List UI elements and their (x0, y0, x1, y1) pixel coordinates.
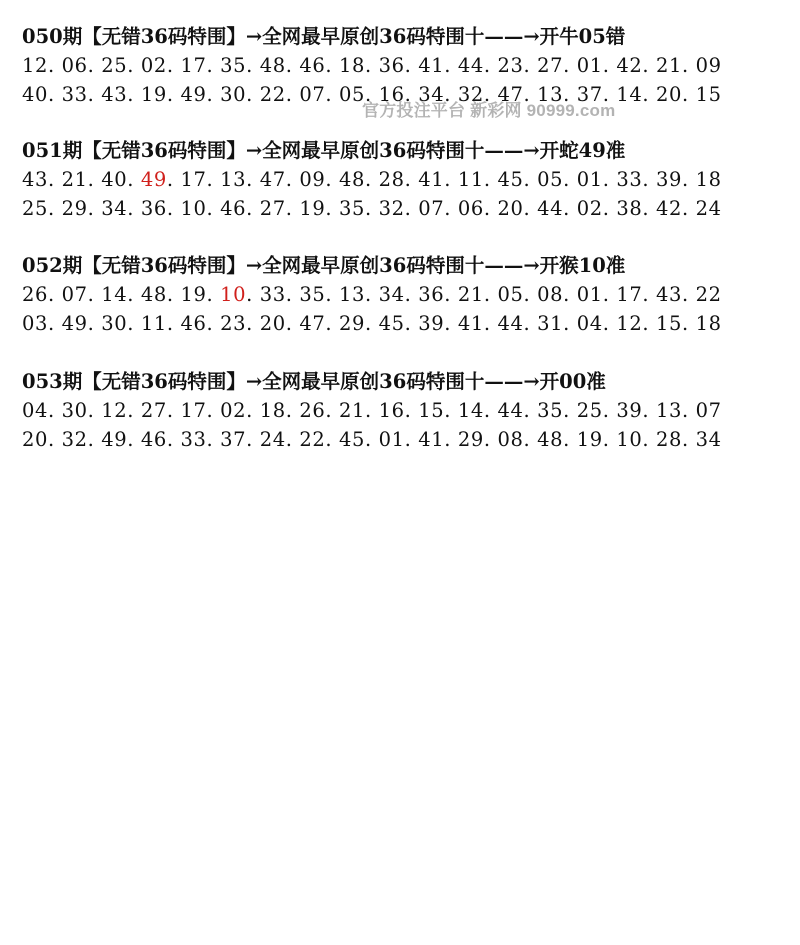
number-cell: 19 (180, 283, 207, 306)
number-separator: . (206, 197, 221, 220)
number-separator: . (48, 399, 62, 422)
number-separator: . (127, 54, 141, 77)
number-row (22, 309, 792, 338)
number-cell: 27 (140, 399, 167, 422)
number-cell: 20 (259, 312, 286, 335)
number-separator: . (87, 168, 102, 191)
issue-block-051 (22, 136, 792, 223)
number-cell: 16 (378, 399, 405, 422)
number-row (22, 280, 792, 309)
number-separator: . (285, 83, 300, 106)
number-cell: 13 (656, 399, 683, 422)
number-separator: . (523, 428, 538, 451)
number-cell: 18 (259, 399, 286, 422)
number-cell: 24 (695, 197, 722, 220)
number-cell: 48 (140, 283, 167, 306)
number-cell: 13 (537, 83, 564, 106)
number-separator: . (523, 197, 538, 220)
number-separator: . (127, 197, 141, 220)
number-cell: 46 (299, 54, 326, 77)
number-separator: . (246, 428, 260, 451)
number-cell: 36 (140, 197, 167, 220)
number-separator: . (602, 312, 617, 335)
number-separator: . (246, 399, 260, 422)
number-separator: . (285, 428, 300, 451)
number-cell: 14 (457, 399, 484, 422)
number-separator: . (325, 168, 339, 191)
number-cell: 01 (378, 428, 405, 451)
number-separator: . (365, 428, 379, 451)
number-separator: . (444, 197, 458, 220)
number-separator: . (444, 83, 458, 106)
number-cell: 01 (576, 54, 603, 77)
number-separator: . (246, 283, 260, 306)
number-cell: 18 (695, 312, 722, 335)
number-cell: 20 (22, 428, 49, 451)
number-cell: 12 (22, 54, 49, 77)
number-cell: 11 (457, 168, 484, 191)
number-cell: 34 (101, 197, 128, 220)
number-cell: 25 (22, 197, 49, 220)
number-cell: 27 (537, 54, 564, 77)
number-separator: . (483, 312, 498, 335)
number-cell: 42 (656, 197, 683, 220)
number-cell: 40 (22, 83, 49, 106)
number-cell: 10 (180, 197, 207, 220)
number-cell: 21 (339, 399, 366, 422)
number-separator: . (404, 312, 419, 335)
number-cell: 02 (140, 54, 167, 77)
number-row (22, 425, 792, 454)
number-cell: 12 (101, 399, 128, 422)
number-separator: . (602, 283, 617, 306)
number-cell: 40 (101, 168, 128, 191)
number-separator: . (325, 428, 339, 451)
number-cell: 44 (537, 197, 564, 220)
number-cell: 33 (616, 168, 643, 191)
number-separator: . (285, 54, 300, 77)
number-separator: . (523, 54, 538, 77)
number-cell: 18 (695, 168, 722, 191)
number-cell: 28 (656, 428, 683, 451)
number-separator: . (206, 283, 221, 306)
issue-header: 053期【无错36码特围】→全网最早原创36码特围十——→开00准 (22, 370, 606, 393)
number-cell: 38 (616, 197, 643, 220)
number-cell: 24 (259, 428, 286, 451)
issue-block-053 (22, 367, 792, 454)
number-separator: . (285, 312, 300, 335)
number-cell: 26 (299, 399, 326, 422)
number-cell: 49 (140, 168, 167, 191)
number-separator: . (206, 83, 221, 106)
number-cell: 35 (339, 197, 366, 220)
number-separator: . (87, 197, 102, 220)
number-cell: 05 (339, 83, 366, 106)
number-cell: 33 (259, 283, 286, 306)
number-cell: 25 (576, 399, 603, 422)
number-separator: . (404, 399, 419, 422)
number-separator: . (166, 168, 181, 191)
issue-header: 052期【无错36码特围】→全网最早原创36码特围十——→开猴10准 (22, 254, 626, 277)
number-cell: 19 (299, 197, 326, 220)
number-cell: 07 (695, 399, 722, 422)
number-separator: . (642, 83, 656, 106)
number-separator: . (325, 83, 339, 106)
number-cell: 21 (457, 283, 484, 306)
number-separator: . (166, 54, 181, 77)
number-separator: . (642, 428, 656, 451)
number-row (22, 396, 792, 425)
number-cell: 35 (299, 283, 326, 306)
number-separator: . (444, 312, 458, 335)
number-cell: 08 (497, 428, 524, 451)
number-cell: 16 (378, 83, 405, 106)
number-separator: . (127, 168, 141, 191)
number-cell: 33 (61, 83, 88, 106)
number-separator: . (87, 312, 102, 335)
number-cell: 44 (497, 312, 524, 335)
number-cell: 17 (616, 283, 643, 306)
number-cell: 45 (497, 168, 524, 191)
number-separator: . (523, 283, 538, 306)
number-cell: 48 (259, 54, 286, 77)
number-separator: . (483, 54, 498, 77)
number-cell: 32 (378, 197, 405, 220)
number-cell: 39 (418, 312, 445, 335)
number-row (22, 165, 792, 194)
number-cell: 49 (101, 428, 128, 451)
number-separator: . (285, 283, 300, 306)
number-separator: . (483, 168, 498, 191)
watermark-text: 官方投注平台 新彩网 90999.com (362, 101, 616, 120)
number-cell: 22 (299, 428, 326, 451)
number-cell: 04 (576, 312, 603, 335)
number-separator: . (523, 312, 538, 335)
number-separator: . (642, 399, 656, 422)
number-separator: . (166, 197, 181, 220)
number-cell: 17 (180, 168, 207, 191)
issue-header: 050期【无错36码特围】→全网最早原创36码特围十——→开牛05错 (22, 25, 626, 48)
number-cell: 06 (61, 54, 88, 77)
number-cell: 07 (418, 197, 445, 220)
number-cell: 23 (220, 312, 247, 335)
number-cell: 21 (61, 168, 88, 191)
number-cell: 21 (656, 54, 683, 77)
number-separator: . (404, 197, 419, 220)
number-cell: 49 (180, 83, 207, 106)
number-separator: . (325, 399, 339, 422)
number-cell: 14 (616, 83, 643, 106)
number-separator: . (483, 197, 498, 220)
number-separator: . (365, 283, 379, 306)
number-separator: . (523, 83, 538, 106)
number-separator: . (246, 197, 260, 220)
number-cell: 09 (695, 54, 722, 77)
number-separator: . (682, 283, 696, 306)
number-cell: 17 (180, 54, 207, 77)
number-cell: 32 (457, 83, 484, 106)
number-separator: . (602, 54, 617, 77)
number-cell: 46 (220, 197, 247, 220)
number-cell: 14 (101, 283, 128, 306)
number-cell: 31 (537, 312, 564, 335)
number-cell: 22 (259, 83, 286, 106)
number-separator: . (127, 283, 141, 306)
number-separator: . (682, 399, 696, 422)
number-cell: 02 (576, 197, 603, 220)
number-cell: 30 (101, 312, 128, 335)
number-separator: . (602, 399, 617, 422)
number-separator: . (523, 168, 538, 191)
number-cell: 48 (537, 428, 564, 451)
number-cell: 29 (61, 197, 88, 220)
number-separator: . (365, 83, 379, 106)
number-cell: 13 (220, 168, 247, 191)
number-cell: 05 (537, 168, 564, 191)
number-separator: . (483, 399, 498, 422)
number-separator: . (563, 54, 577, 77)
number-cell: 27 (259, 197, 286, 220)
number-separator: . (483, 283, 498, 306)
number-cell: 08 (537, 283, 564, 306)
number-cell: 01 (576, 168, 603, 191)
number-cell: 37 (220, 428, 247, 451)
number-row (22, 51, 792, 80)
number-cell: 43 (22, 168, 49, 191)
number-separator: . (246, 168, 260, 191)
number-separator: . (365, 168, 379, 191)
number-cell: 03 (22, 312, 49, 335)
number-separator: . (444, 168, 458, 191)
number-separator: . (206, 54, 221, 77)
number-separator: . (87, 54, 102, 77)
number-separator: . (682, 197, 696, 220)
number-separator: . (365, 312, 379, 335)
number-cell: 30 (61, 399, 88, 422)
number-separator: . (642, 312, 656, 335)
number-separator: . (444, 399, 458, 422)
number-cell: 29 (339, 312, 366, 335)
number-cell: 46 (140, 428, 167, 451)
number-cell: 41 (418, 54, 445, 77)
number-separator: . (206, 428, 221, 451)
number-separator: . (127, 428, 141, 451)
number-cell: 04 (22, 399, 49, 422)
number-cell: 19 (140, 83, 167, 106)
number-separator: . (87, 399, 102, 422)
number-cell: 12 (616, 312, 643, 335)
number-separator: . (642, 54, 656, 77)
number-separator: . (206, 168, 221, 191)
number-separator: . (285, 168, 300, 191)
number-cell: 13 (339, 283, 366, 306)
number-cell: 47 (259, 168, 286, 191)
number-cell: 34 (418, 83, 445, 106)
number-cell: 20 (497, 197, 524, 220)
number-cell: 25 (101, 54, 128, 77)
number-separator: . (246, 312, 260, 335)
issue-block-052 (22, 251, 792, 338)
number-cell: 49 (61, 312, 88, 335)
number-separator: . (48, 54, 62, 77)
number-row (22, 194, 792, 223)
number-separator: . (602, 428, 617, 451)
number-separator: . (127, 399, 141, 422)
number-separator: . (563, 312, 577, 335)
number-separator: . (285, 197, 300, 220)
number-cell: 45 (378, 312, 405, 335)
number-cell: 43 (656, 283, 683, 306)
number-separator: . (166, 83, 181, 106)
number-separator: . (48, 428, 62, 451)
number-cell: 26 (22, 283, 49, 306)
number-separator: . (483, 428, 498, 451)
number-separator: . (166, 399, 181, 422)
number-separator: . (523, 399, 538, 422)
number-separator: . (444, 54, 458, 77)
number-cell: 36 (418, 283, 445, 306)
number-cell: 48 (339, 168, 366, 191)
number-separator: . (48, 83, 62, 106)
number-separator: . (365, 197, 379, 220)
number-separator: . (48, 283, 62, 306)
number-cell: 22 (695, 283, 722, 306)
number-separator: . (246, 54, 260, 77)
number-separator: . (404, 168, 419, 191)
number-cell: 28 (378, 168, 405, 191)
number-separator: . (365, 54, 379, 77)
number-cell: 07 (61, 283, 88, 306)
number-separator: . (483, 83, 498, 106)
number-cell: 29 (457, 428, 484, 451)
number-separator: . (48, 312, 62, 335)
number-cell: 30 (220, 83, 247, 106)
number-separator: . (206, 399, 221, 422)
number-cell: 10 (220, 283, 247, 306)
number-separator: . (166, 312, 181, 335)
number-cell: 42 (616, 54, 643, 77)
number-cell: 17 (180, 399, 207, 422)
number-cell: 41 (418, 168, 445, 191)
number-cell: 34 (695, 428, 722, 451)
number-separator: . (325, 312, 339, 335)
number-separator: . (166, 283, 181, 306)
number-cell: 19 (576, 428, 603, 451)
number-separator: . (642, 168, 656, 191)
number-separator: . (325, 54, 339, 77)
number-separator: . (602, 168, 617, 191)
number-cell: 07 (299, 83, 326, 106)
number-cell: 20 (656, 83, 683, 106)
number-separator: . (404, 283, 419, 306)
number-cell: 09 (299, 168, 326, 191)
number-separator: . (404, 54, 419, 77)
number-separator: . (48, 197, 62, 220)
number-cell: 18 (339, 54, 366, 77)
number-cell: 01 (576, 283, 603, 306)
number-separator: . (682, 54, 696, 77)
number-cell: 06 (457, 197, 484, 220)
number-separator: . (563, 168, 577, 191)
number-cell: 34 (378, 283, 405, 306)
number-cell: 32 (61, 428, 88, 451)
number-cell: 39 (616, 399, 643, 422)
number-separator: . (166, 428, 181, 451)
number-separator: . (563, 399, 577, 422)
number-cell: 41 (457, 312, 484, 335)
number-separator: . (682, 312, 696, 335)
number-separator: . (325, 197, 339, 220)
number-cell: 36 (378, 54, 405, 77)
number-cell: 10 (616, 428, 643, 451)
number-separator: . (682, 428, 696, 451)
number-separator: . (87, 428, 102, 451)
number-separator: . (444, 283, 458, 306)
number-separator: . (404, 428, 419, 451)
number-separator: . (682, 168, 696, 191)
number-cell: 35 (220, 54, 247, 77)
number-separator: . (602, 83, 617, 106)
number-cell: 02 (220, 399, 247, 422)
number-cell: 39 (656, 168, 683, 191)
number-separator: . (404, 83, 419, 106)
number-cell: 35 (537, 399, 564, 422)
number-cell: 15 (656, 312, 683, 335)
number-separator: . (602, 197, 617, 220)
number-cell: 41 (418, 428, 445, 451)
number-cell: 23 (497, 54, 524, 77)
number-separator: . (127, 83, 141, 106)
number-separator: . (444, 428, 458, 451)
number-separator: . (87, 83, 102, 106)
number-separator: . (127, 312, 141, 335)
number-separator: . (563, 197, 577, 220)
number-cell: 43 (101, 83, 128, 106)
number-cell: 15 (418, 399, 445, 422)
issue-header: 051期【无错36码特围】→全网最早原创36码特围十——→开蛇49准 (22, 139, 626, 162)
number-cell: 46 (180, 312, 207, 335)
number-separator: . (365, 399, 379, 422)
number-separator: . (325, 283, 339, 306)
number-separator: . (682, 83, 696, 106)
number-cell: 37 (576, 83, 603, 106)
number-separator: . (642, 283, 656, 306)
number-separator: . (642, 197, 656, 220)
number-separator: . (285, 399, 300, 422)
number-cell: 44 (497, 399, 524, 422)
number-separator: . (206, 312, 221, 335)
number-separator: . (563, 83, 577, 106)
number-separator: . (48, 168, 62, 191)
number-separator: . (563, 283, 577, 306)
number-cell: 45 (339, 428, 366, 451)
number-cell: 15 (695, 83, 722, 106)
number-separator: . (87, 283, 102, 306)
number-cell: 05 (497, 283, 524, 306)
number-cell: 47 (497, 83, 524, 106)
number-cell: 47 (299, 312, 326, 335)
number-separator: . (563, 428, 577, 451)
number-cell: 44 (457, 54, 484, 77)
number-separator: . (246, 83, 260, 106)
number-cell: 11 (140, 312, 167, 335)
number-cell: 33 (180, 428, 207, 451)
